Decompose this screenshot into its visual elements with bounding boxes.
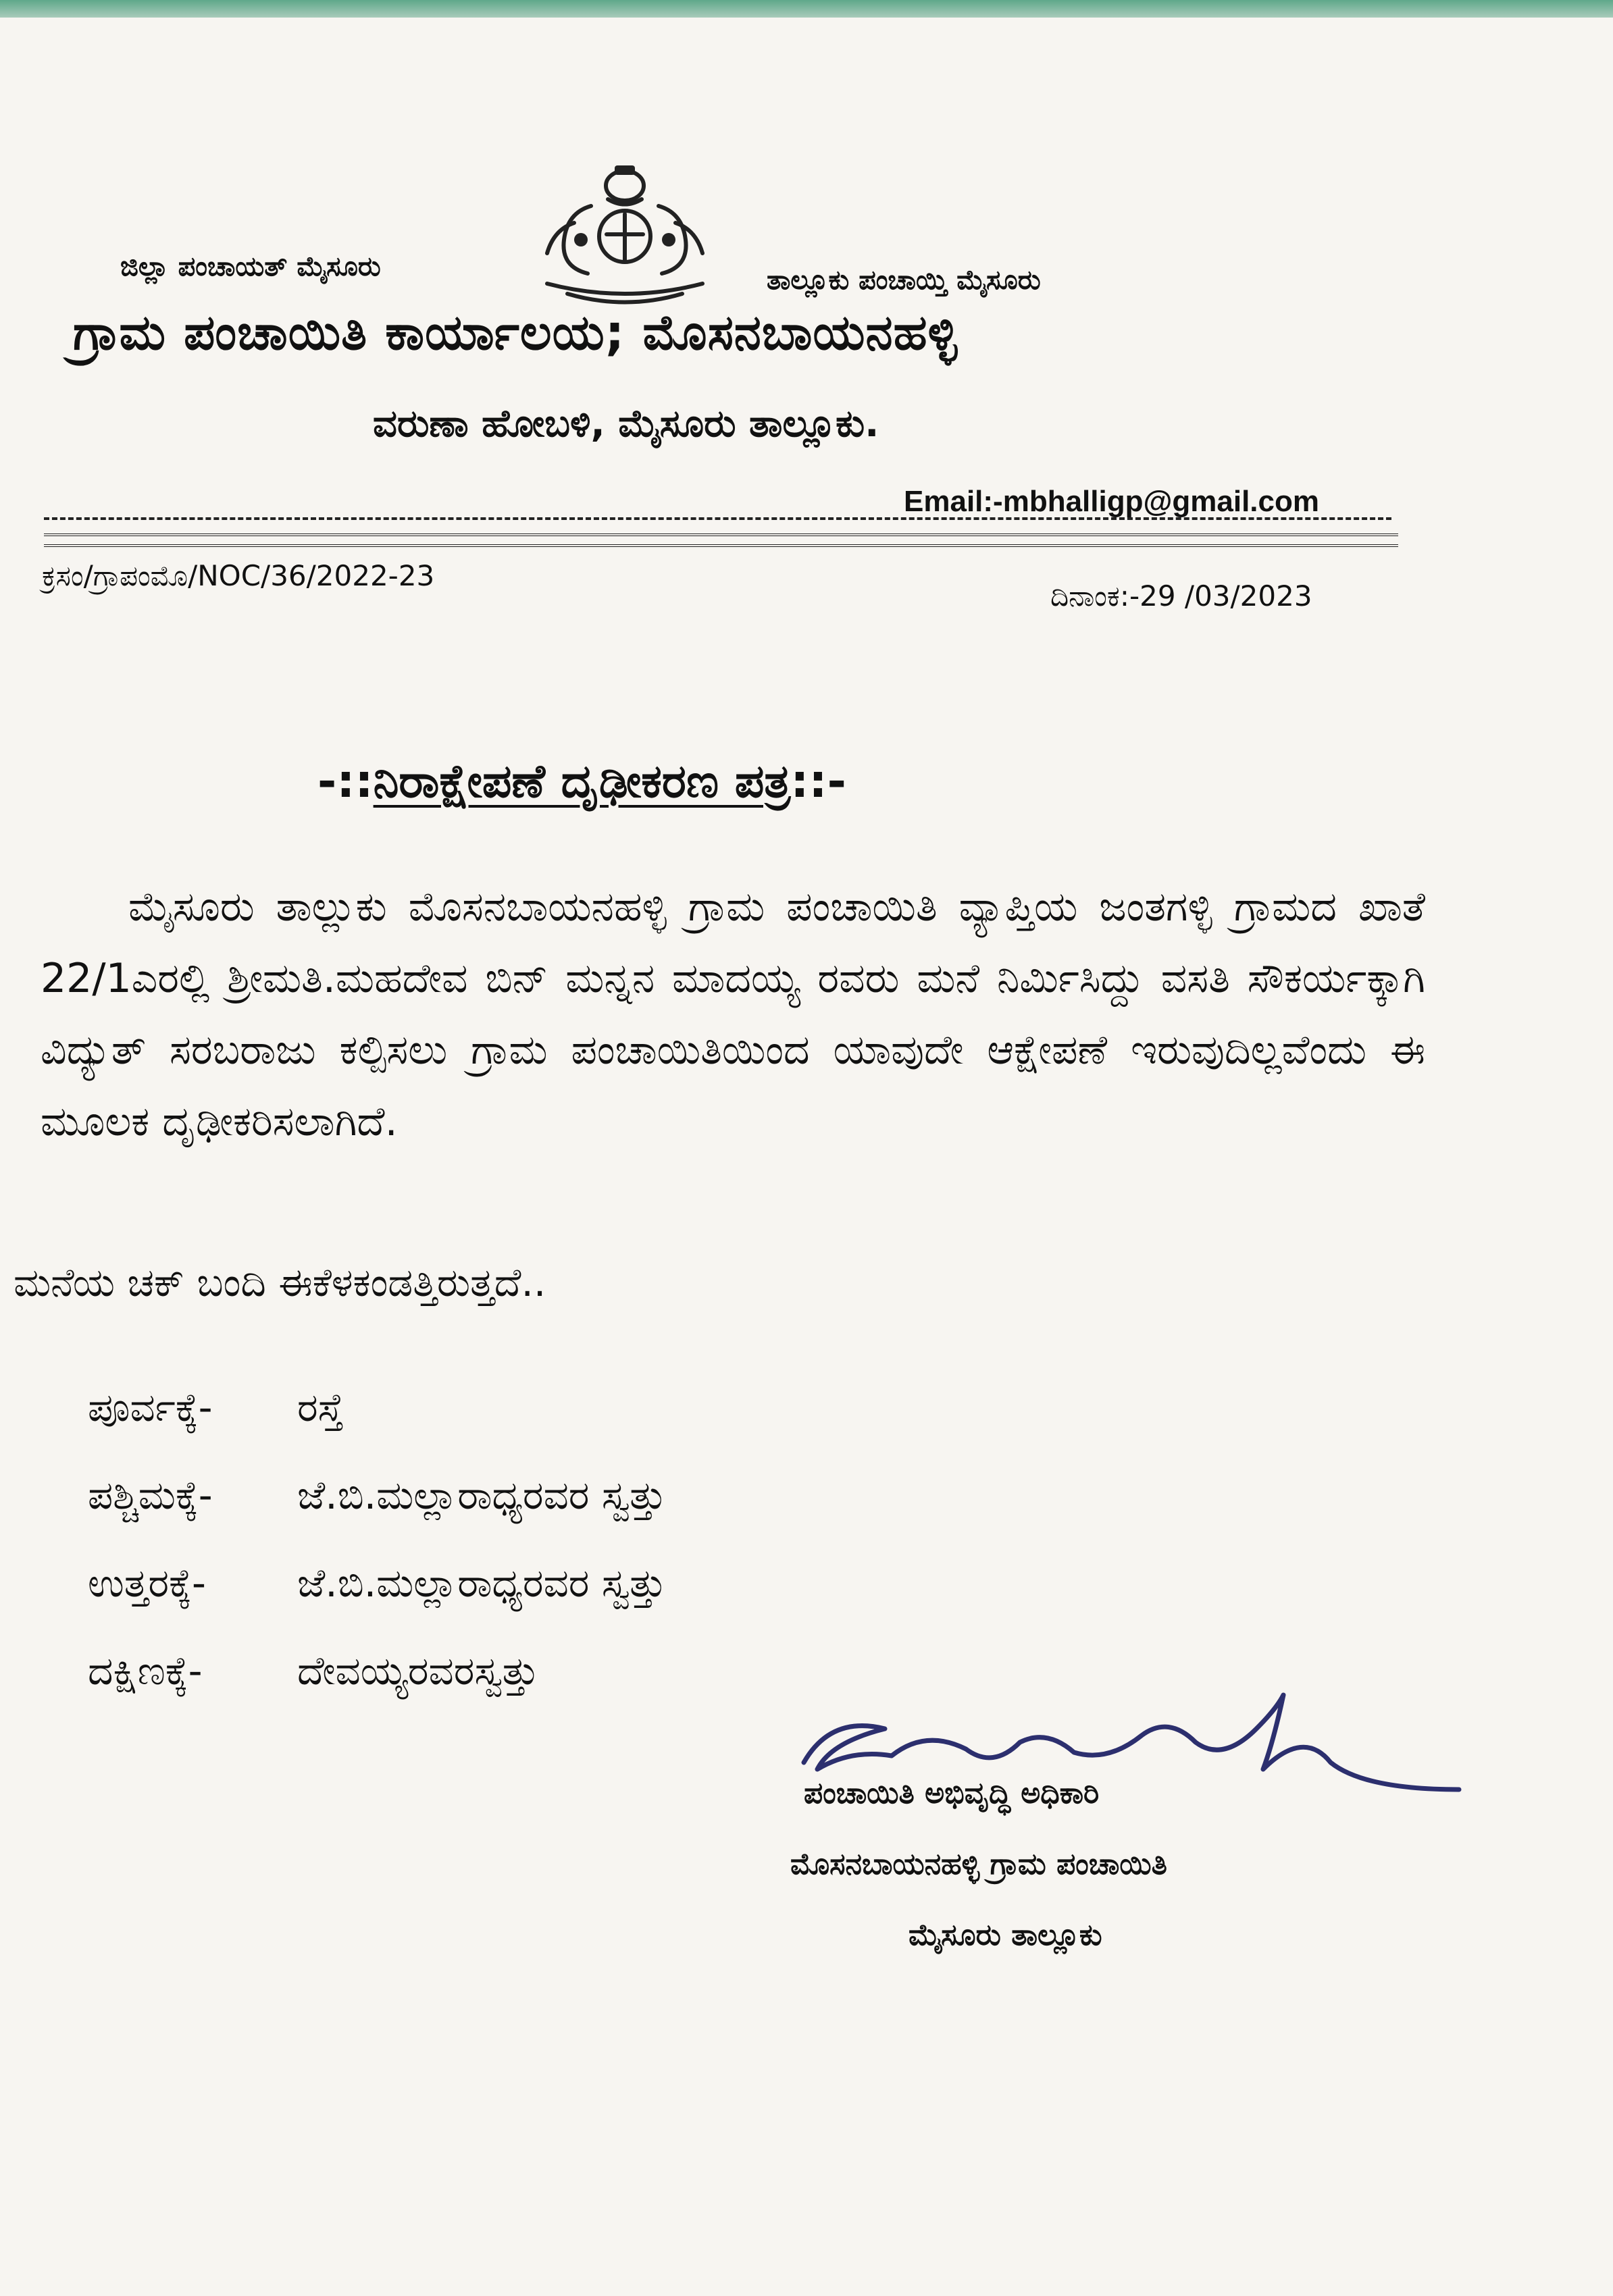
boundary-south [88,1648,539,1694]
office-title: ಗ್ರಾಮ ಪಂಚಾಯಿತಿ ಕಾರ್ಯಾಲಯ; ಮೊಸನಬಾಯನಹಳ್ಳಿ [73,304,958,361]
body-paragraph [41,871,1425,1157]
header-divider-dashed [44,517,1391,520]
body-paragraph-text: ಮೈಸೂರು ತಾಲ್ಲುಕು ಮೊಸನಬಾಯನಹಳ್ಳಿ ಗ್ರಾಮ ಪಂಚಾಯಿತಿ ವ್ಯಾಪ್ತಿಯ ಜಂತಗಳ್ಳಿ ಗ್ರಾಮದ ಖಾತೆ 22/1ಎರಲ್ಲಿ ಶ್ರೀಮತಿ.ಮಹದೇವ ಬಿನ್ ಮನ್ನನ ಮಾದಯ್ಯ ರವರು ಮನೆ ನಿರ್ಮಿಸಿದ್ದು ವಸತಿ ಸೌಕರ್ಯಕ್ಕಾಗಿ ವಿದ್ಯುತ್ ಸರಬರಾಜು ಕಲ್ಪಿಸಲು ಗ್ರಾಮ ಪಂಚಾಯಿತಿಯಿಂದ ಯಾವುದೇ ಆಕ್ಷೇಪಣೆ ಇರುವುದಿಲ್ಲವೆಂದು ಈ ಮೂಲಕ ದೃಢೀಕರಿಸಲಾಗಿದೆ. [41,883,1425,1145]
title-text: ನಿರಾಕ್ಷೇಪಣೆ ದೃಢೀಕರಣ ಪತ್ರ [373,755,791,808]
boundary-intro: ಮನೆಯ ಚಕ್ ಬಂದಿ ಈಕೆಳಕಂಡತ್ತಿರುತ್ತದೆ.. [14,1259,546,1305]
boundary-value: ರಸ್ತೆ [297,1384,344,1430]
boundary-value: ಜೆ.ಬಿ.ಮಲ್ಲಾರಾಧ್ಯರವರ ಸ್ವತ್ತು [297,1560,667,1606]
boundary-direction: ದಕ್ಷಿಣಕ್ಕೆ- [88,1648,203,1694]
office-email: Email:-mbhalligp@gmail.com [904,485,1319,518]
district-panchayat-label: ಜಿಲ್ಲಾ ಪಂಚಾಯತ್ ಮೈಸೂರು [120,251,381,282]
boundary-value: ದೇವಯ್ಯರವರಸ್ವತ್ತು [297,1648,539,1694]
taluk-panchayat-label: ತಾಲ್ಲೂಕು ಪಂಚಾಯ್ತಿ ಮೈಸೂರು [767,265,1041,296]
boundary-direction: ಉತ್ತರಕ್ಕೆ- [88,1560,206,1606]
signature-block [790,1688,1466,1972]
boundary-west [88,1472,666,1519]
boundary-direction: ಪೂರ್ವಕ್ಕೆ- [88,1384,213,1430]
document-title [317,755,846,809]
header-divider-double-2 [44,544,1398,551]
boundary-direction: ಪಶ್ಚಿಮಕ್ಕೆ- [88,1472,213,1518]
header-divider-double [44,533,1398,540]
document-date: ದಿನಾಂಕ:-29 /03/2023 [1050,579,1312,612]
office-address: ವರುಣಾ ಹೋಬಳಿ, ಮೈಸೂರು ತಾಲ್ಲೂಕು. [373,402,879,446]
title-prefix: -:: [317,755,374,808]
scan-top-edge [0,0,1613,18]
boundary-east [88,1384,344,1431]
title-suffix: ::- [790,755,846,808]
boundary-value: ಜೆ.ಬಿ.ಮಲ್ಲಾರಾಧ್ಯರವರ ಸ್ವತ್ತು [297,1472,667,1518]
state-emblem-icon [527,159,723,307]
boundary-north [88,1560,666,1607]
signatory-taluk: ಮೈಸೂರು ತಾಲ್ಲೂಕು [908,1918,1102,1952]
reference-number: ಕ್ರಸಂ/ಗ್ರಾಪಂಮೊ/NOC/36/2022-23 [42,559,435,592]
signatory-panchayat: ಮೊಸನಬಾಯನಹಳ್ಳಿ ಗ್ರಾಮ ಪಂಚಾಯಿತಿ [790,1847,1167,1881]
signatory-designation: ಪಂಚಾಯಿತಿ ಅಭಿವೃದ್ಧಿ ಅಧಿಕಾರಿ [804,1776,1100,1810]
